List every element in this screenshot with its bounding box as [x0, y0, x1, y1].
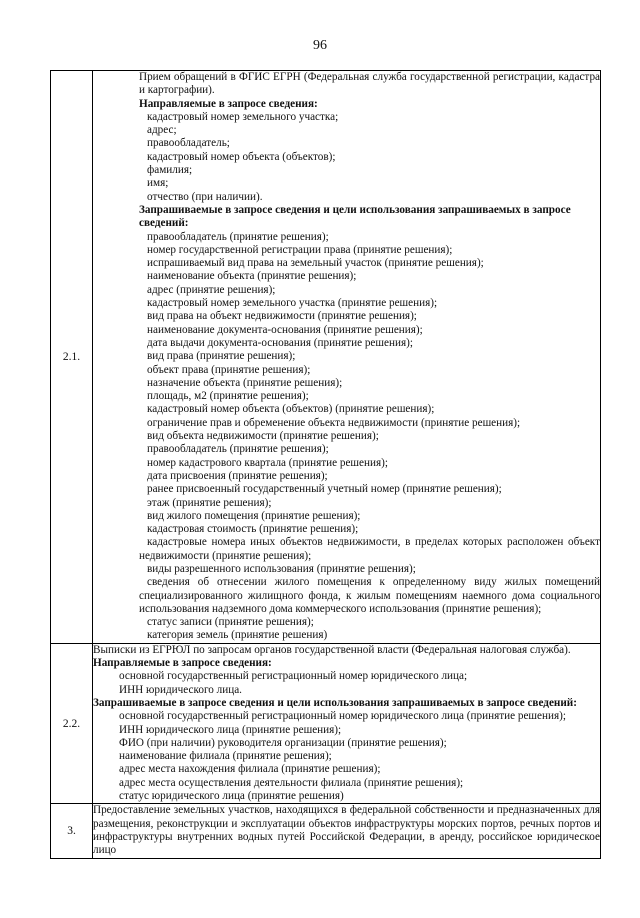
list-item: дата присвоения (принятие решения); [147, 469, 328, 482]
row-intro: Выписки из ЕГРЮЛ по запросам органов государственной власти (Федеральная налоговая служба). [93, 643, 571, 656]
list-item: кадастровые номера иных объектов недвижимости, в пределах которых расположен объект недвижимости (принятие решения); [139, 536, 600, 562]
list-item: правообладатель (принятие решения); [147, 443, 329, 456]
row-content [93, 71, 601, 644]
list-item: имя; [147, 177, 169, 190]
list-item: кадастровая стоимость (принятие решения); [147, 523, 359, 536]
list-item: основной государственный регистрационный номер юридического лица; [119, 670, 468, 683]
row-number: 2.1. [51, 71, 93, 644]
list-item: номер кадастрового квартала (принятие решения); [147, 456, 388, 469]
table-row [51, 643, 601, 804]
list-item: наименование документа-основания (принятие решения); [147, 323, 423, 336]
table-row [51, 804, 601, 858]
row-number: 3. [51, 804, 93, 858]
list-item: виды разрешенного использования (принятие решения); [147, 562, 416, 575]
list-item: дата выдачи документа-основания (принятие решения); [147, 336, 413, 349]
table-row [51, 71, 601, 644]
row-number: 2.2. [51, 643, 93, 804]
list-item: испрашиваемый вид права на земельный участок (принятие решения); [147, 257, 484, 270]
sent-header: Направляемые в запросе сведения: [139, 97, 318, 110]
row-content [93, 643, 601, 804]
page-number: 96 [313, 38, 327, 53]
services-table [50, 70, 601, 859]
list-item: адрес места нахождения филиала (принятие решения); [119, 763, 381, 776]
list-item: площадь, м2 (принятие решения); [147, 390, 309, 403]
list-item: ранее присвоенный государственный учетный номер (принятие решения); [147, 483, 502, 496]
list-item: номер государственной регистрации права (принятие решения); [147, 243, 453, 256]
list-item: назначение объекта (принятие решения); [147, 376, 343, 389]
list-item: вид права (принятие решения); [147, 350, 296, 363]
list-item: статус юридического лица (принятие решения) [119, 790, 344, 803]
list-item: ограничение прав и обременение объекта недвижимости (принятие решения); [147, 416, 521, 429]
list-item: сведения об отнесении жилого помещения к определенному виду жилых помещений специализированного жилищного фонда, к жилым помещениям наемного дома социального использования надземного дома коммерческого использования (принятие решения); [139, 576, 600, 615]
row-content [93, 804, 601, 858]
list-item: статус записи (принятие решения); [147, 616, 314, 629]
list-item: вид объекта недвижимости (принятие решения); [147, 430, 379, 443]
sent-header: Направляемые в запросе сведения: [93, 657, 272, 670]
list-item: отчество (при наличии). [147, 190, 263, 203]
list-item: кадастровый номер объекта (объектов); [147, 150, 336, 163]
list-item: категория земель (принятие решения) [147, 629, 328, 642]
list-item: ФИО (при наличии) руководителя организации (принятие решения); [119, 736, 447, 749]
list-item: наименование объекта (принятие решения); [147, 270, 357, 283]
list-item: кадастровый номер объекта (объектов) (принятие решения); [147, 403, 435, 416]
list-item: вид жилого помещения (принятие решения); [147, 509, 361, 522]
list-item: правообладатель (принятие решения); [147, 230, 329, 243]
list-item: правообладатель; [147, 137, 230, 150]
requested-header: Запрашиваемые в запросе сведения и цели использования запрашиваемых в запросе сведений: [139, 203, 571, 230]
list-item: ИНН юридического лица. [119, 683, 242, 696]
list-item: фамилия; [147, 164, 193, 177]
list-item: этаж (принятие решения); [147, 496, 272, 509]
list-item: основной государственный регистрационный номер юридического лица (принятие решения); [119, 710, 566, 723]
row-intro: Предоставление земельных участков, находящихся в федеральной собственности и предназначенных для размещения, реконструкции и эксплуатации объектов инфраструктуры морских портов, речных портов и инфраструктуры внутренних водных путей Российской Федерации, в аренду, российское юридическое лицо [93, 804, 600, 857]
requested-header: Запрашиваемые в запросе сведения и цели использования запрашиваемых в запросе сведений: [93, 696, 577, 709]
list-item: кадастровый номер земельного участка; [147, 110, 339, 123]
list-item: вид права на объект недвижимости (принятие решения); [147, 310, 417, 323]
list-item: объект права (принятие решения); [147, 363, 311, 376]
list-item: наименование филиала (принятие решения); [119, 750, 332, 763]
list-item: адрес; [147, 124, 177, 137]
list-item: кадастровый номер земельного участка (принятие решения); [147, 297, 438, 310]
row-intro: Прием обращений в ФГИС ЕГРН (Федеральная служба государственной регистрации, кадастра и картографии). [139, 71, 600, 97]
list-item: ИНН юридического лица (принятие решения); [119, 723, 342, 736]
list-item: адрес (принятие решения); [147, 283, 276, 296]
list-item: адрес места осуществления деятельности филиала (принятие решения); [119, 776, 464, 789]
